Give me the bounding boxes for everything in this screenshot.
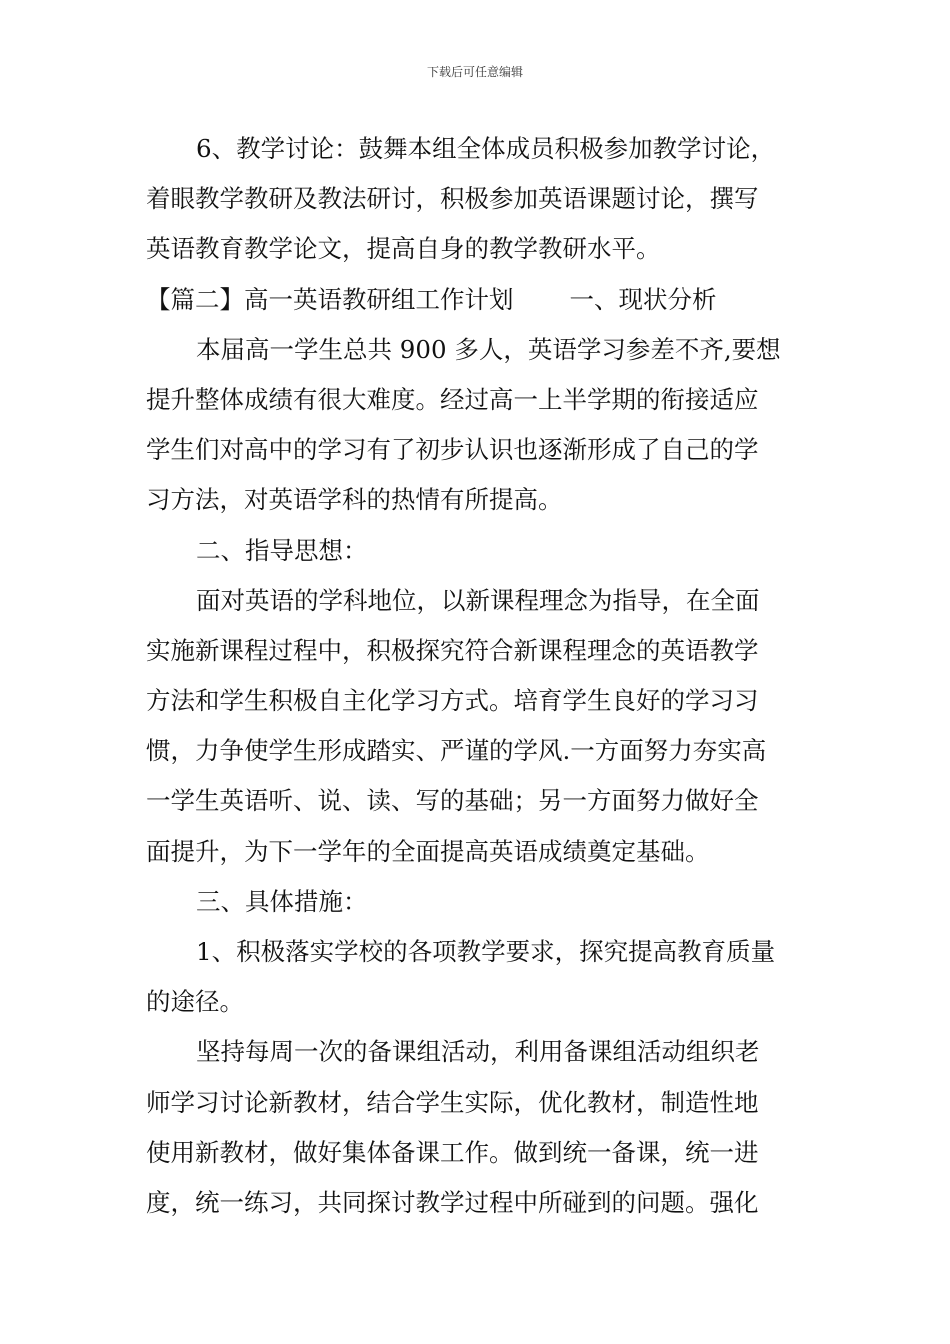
text-line: 习方法，对英语学科的热情有所提高。 (146, 485, 563, 515)
text-line: 惯，力争使学生形成踏实、严谨的学风.一方面努力夯实高 (146, 736, 767, 766)
text-line: 坚持每周一次的备课组活动，利用备课组活动组织老 (196, 1037, 760, 1067)
text-line: 本届高一学生总共 900 多人，英语学习参差不齐,要想 (196, 334, 781, 364)
page-header-note: 下载后可任意编辑 (426, 65, 523, 79)
text-line: 度，统一练习，共同探讨教学过程中所碰到的问题。强化 (146, 1187, 759, 1217)
text-line: 的途径。 (146, 987, 244, 1017)
section-title: 三、具体措施： (196, 886, 368, 916)
text-line: 一学生英语听、说、读、写的基础；另一方面努力做好全 (146, 786, 759, 816)
text-line: 面对英语的学科地位，以新课程理念为指导，在全面 (196, 585, 760, 615)
text-line: 学生们对高中的学习有了初步认识也逐渐形成了自己的学 (146, 435, 759, 465)
section-title: 二、指导思想： (196, 535, 368, 565)
text-line: 1、积极落实学校的各项教学要求，探究提高教育质量 (196, 937, 776, 966)
article-title: 【篇二】高一英语教研组工作计划 (146, 284, 514, 314)
text-line: 实施新课程过程中，积极探究符合新课程理念的英语教学 (146, 635, 759, 665)
text-line: 面提升，为下一学年的全面提高英语成绩奠定基础。 (146, 836, 710, 866)
section-heading-line (146, 275, 806, 325)
text-line: 英语教育教学论文，提高自身的教学教研水平。 (146, 234, 661, 264)
document-body (146, 124, 806, 1228)
section-title: 一、现状分析 (569, 284, 717, 314)
text-line: 师学习讨论新教材，结合学生实际，优化教材，制造性地 (146, 1087, 759, 1117)
text-line: 6、教学讨论：鼓舞本组全体成员积极参加教学讨论， (196, 134, 776, 163)
text-line: 方法和学生积极自主化学习方式。培育学生良好的学习习 (146, 686, 759, 716)
text-line: 提升整体成绩有很大难度。经过高一上半学期的衔接适应 (146, 384, 759, 414)
text-line: 使用新教材，做好集体备课工作。做到统一备课，统一进 (146, 1137, 759, 1167)
text-line: 着眼教学教研及教法研讨，积极参加英语课题讨论，撰写 (146, 184, 759, 214)
